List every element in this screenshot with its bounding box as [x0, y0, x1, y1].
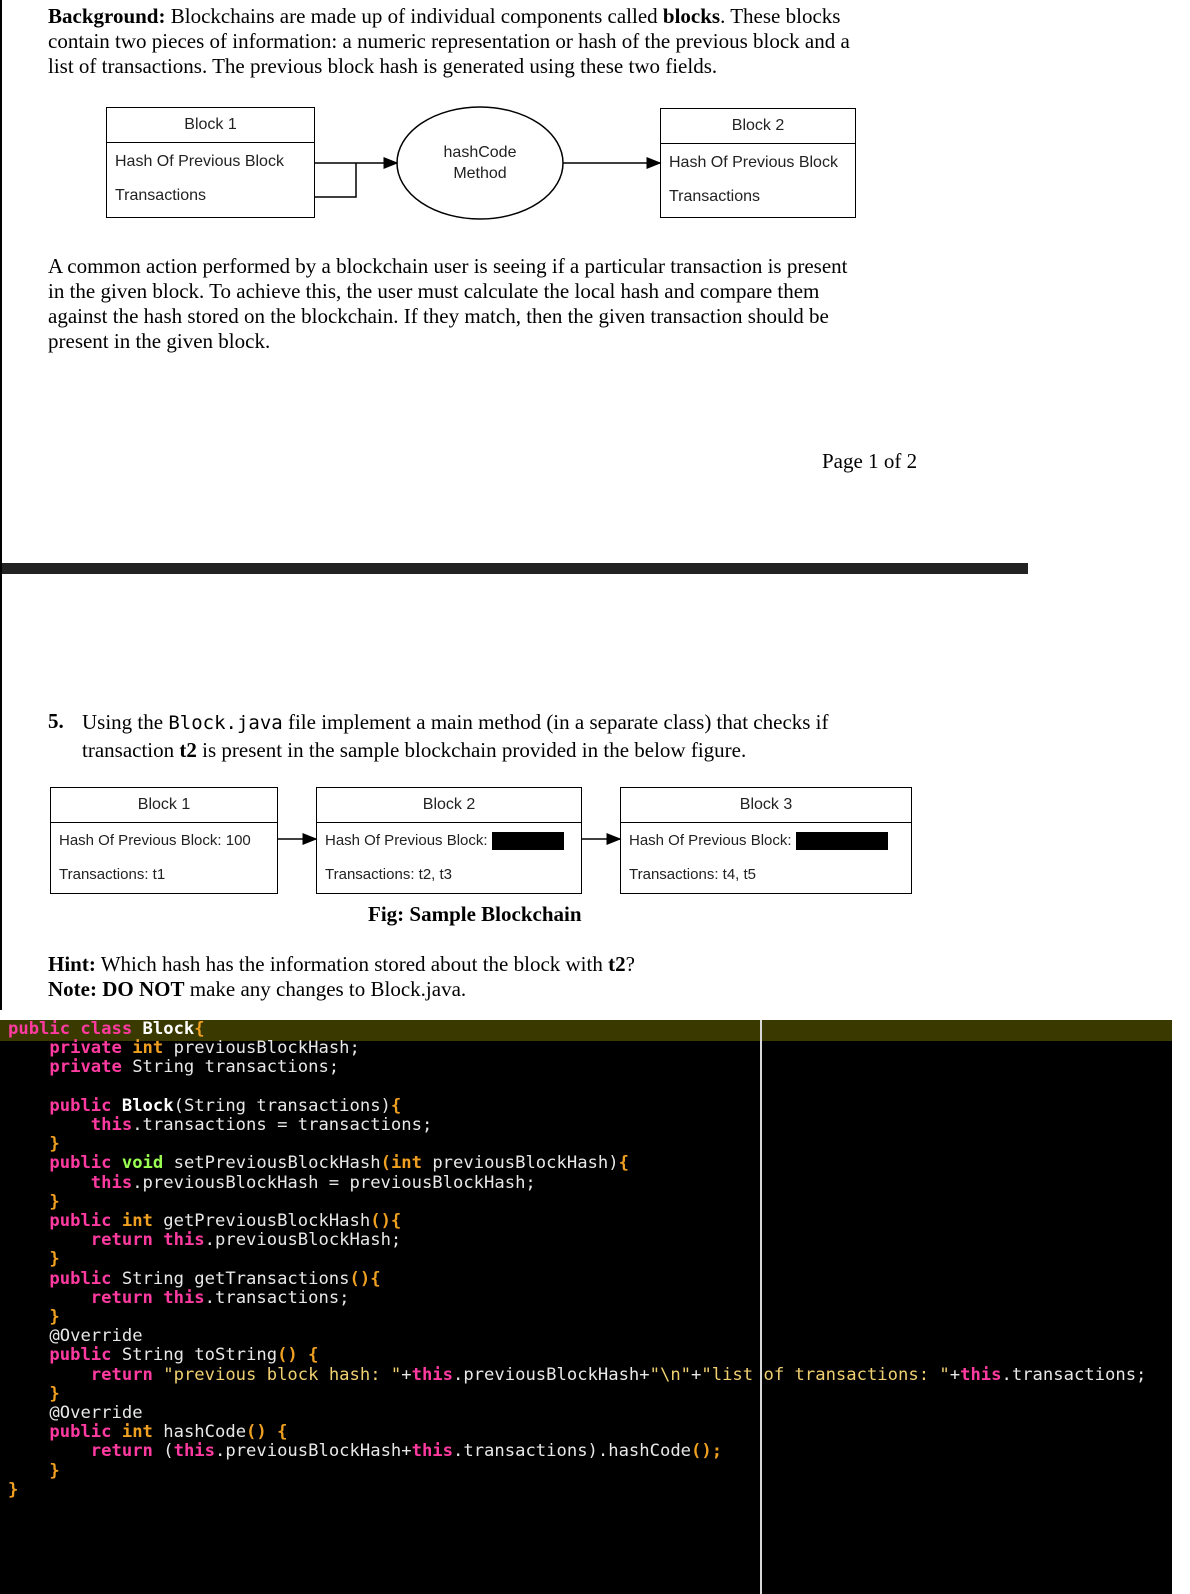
diagram1-block2-title: Block 2	[661, 109, 855, 144]
hint-t2-bold: t2	[608, 952, 626, 976]
diagram1-block2-transactions: Transactions	[669, 188, 760, 205]
question-text-1: Using the	[82, 710, 169, 734]
hint-line	[48, 952, 635, 977]
note-text: make any changes to Block.java.	[184, 977, 467, 1001]
question-text	[82, 709, 982, 764]
diagram1-connectors	[0, 0, 1190, 260]
background-line-2: contain two pieces of information: a numeric representation or hash of the previous block and a	[48, 29, 850, 53]
diagram1-block2-hash: Hash Of Previous Block	[669, 154, 838, 171]
page-separator	[2, 563, 1028, 574]
diagram2-block3-hash: Hash Of Previous Block:	[629, 832, 792, 849]
diagram2-block1-hash: Hash Of Previous Block: 100	[59, 832, 251, 849]
method-line-2: Method	[453, 165, 507, 182]
question-line2-b: is present in the sample blockchain provided in the below figure.	[196, 738, 747, 762]
question-text-2: file implement a main method (in a separate class) that checks if	[282, 710, 829, 734]
page-number: Page 1 of 2	[822, 449, 918, 473]
diagram2-block2-hash: Hash Of Previous Block:	[325, 832, 488, 849]
hint-text-a: Which hash has the information stored about the block with	[95, 952, 609, 976]
paragraph2-line-1: A common action performed by a blockchain user is seeing if a particular transaction is present	[48, 254, 848, 278]
hint-text-b: ?	[625, 952, 635, 976]
block-java-source: public class Block{ private int previousBlockHash; private String transactions; public Block(String transactions){ this.transactions = transactions; } public void setPreviousBlockHash(int previousBlockHash){ this.previousBlockHash = previousBlockHash; } public int getPreviousBlockHash(){ return this.previousBlockHash; } public String getTransactions(){ return this.transactions; } @Override public String toString() { return "previous block hash: "+this.previousBlockHash+"\n"+"list of transactions: "+this.transactions; } @Override public int hashCode() { return (this.previousBlockHash+this.transactions).hashCode(); } }	[8, 1020, 1147, 1500]
diagram1-block1-hash: Hash Of Previous Block	[115, 153, 284, 170]
code-editor	[0, 1020, 1172, 1594]
diagram2-block1-title: Block 1	[51, 788, 277, 823]
note-line	[48, 977, 466, 1002]
diagram2-connectors	[0, 780, 1190, 900]
diagram2-block3-title: Block 3	[621, 788, 911, 823]
question-number: 5.	[48, 709, 64, 733]
question-t2-bold: t2	[179, 738, 197, 762]
paragraph2-line-3: against the hash stored on the blockchain. If they match, then the given transaction should be	[48, 304, 829, 328]
diagram2-block3-transactions: Transactions: t4, t5	[629, 866, 757, 883]
note-label: Note:	[48, 977, 97, 1001]
background-text-2: . These blocks	[720, 4, 841, 28]
hint-label: Hint:	[48, 952, 96, 976]
diagram2-block2-transactions: Transactions: t2, t3	[325, 866, 453, 883]
method-line-1: hashCode	[443, 144, 517, 161]
paragraph2-line-2: in the given block. To achieve this, the user must calculate the local hash and compare them	[48, 279, 820, 303]
background-line-3: list of transactions. The previous block hash is generated using these two fields.	[48, 54, 718, 78]
diagram1-block1-transactions: Transactions	[115, 187, 206, 204]
background-label: Background:	[48, 4, 166, 28]
diagram1-block1-title: Block 1	[107, 108, 314, 143]
diagram2-block2-title: Block 2	[317, 788, 581, 823]
figure-caption: Fig: Sample Blockchain	[368, 902, 582, 926]
note-do-not: DO NOT	[96, 977, 185, 1001]
blocks-bold-word: blocks	[662, 4, 721, 28]
hashcode-method-label	[400, 142, 560, 184]
common-action-paragraph	[48, 254, 968, 354]
connector-transactions-to-method	[315, 163, 356, 197]
block-java-code-word: Block.java	[168, 712, 283, 734]
diagram2-block1-transactions: Transactions: t1	[59, 866, 166, 883]
question-line2-a: transaction	[82, 738, 180, 762]
background-text-1: Blockchains are made up of individual components called	[165, 4, 663, 28]
paragraph2-line-4: present in the given block.	[48, 329, 271, 353]
